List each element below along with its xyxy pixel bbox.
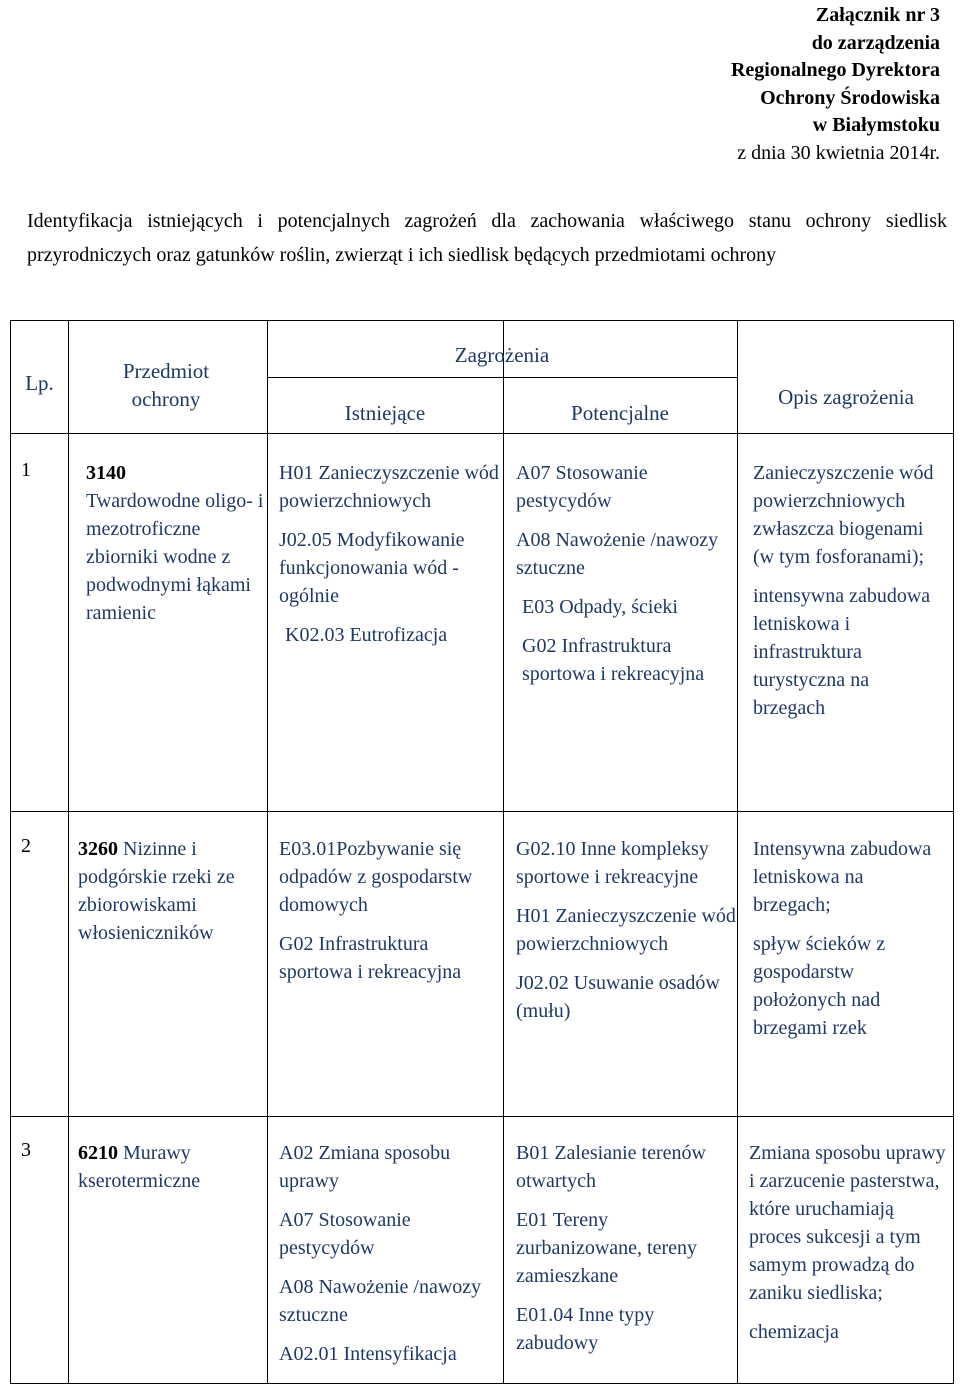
subject-cell	[78, 1139, 263, 1195]
annex-date: z dnia 30 kwietnia 2014r.	[737, 141, 940, 164]
existing-cell	[279, 1139, 501, 1368]
subject-cell	[86, 459, 266, 627]
habitat-name: Twardowodne oligo- i mezotroficzne zbiorniki wodne z podwodnymi łąkami ramienic	[86, 490, 264, 624]
threat-item: G02.10 Inne kompleksy sportowe i rekreacyjne	[516, 838, 709, 888]
threat-item: A08 Nawożenie /nawozy sztuczne	[516, 529, 719, 579]
threat-item: E03 Odpady, ścieki	[522, 596, 678, 618]
annex-line: Załącznik nr 3	[815, 4, 940, 26]
row-number: 3	[21, 1139, 31, 1161]
row-divider	[11, 433, 953, 434]
annex-line: w Białymstoku	[812, 114, 940, 136]
description-item: spływ ścieków z gospodarstw położonych nad brzegami rzek	[753, 933, 886, 1039]
annex-line: Regionalnego Dyrektora	[730, 59, 940, 81]
existing-cell	[279, 835, 499, 986]
threat-item: E01 Tereny zurbanizowane, tereny zamieszkane	[516, 1209, 698, 1287]
threat-item: K02.03 Eutrofizacja	[285, 624, 448, 646]
threat-item: E01.04 Inne typy zabudowy	[516, 1304, 655, 1354]
description-item: Zmiana sposobu uprawy i zarzucenie pasterstwa, które uruchamiają proces sukcesji a tym samym prowadzą do zaniku siedliska;	[749, 1142, 946, 1304]
document-title: Identyfikacja istniejących i potencjalnych zagrożeń dla zachowania właściwego stanu ochrony siedlisk przyrodniczych oraz gatunków roślin, zwierząt i ich siedlisk będących przedmiotami ochrony	[27, 210, 947, 266]
habitat-code: 3260	[78, 838, 118, 860]
row-divider	[267, 377, 737, 378]
threat-item: J02.02 Usuwanie osadów (mułu)	[516, 972, 720, 1022]
threat-item: E03.01Pozbywanie się odpadów z gospodarstw domowych	[279, 838, 473, 916]
description-cell	[753, 459, 943, 722]
column-divider	[503, 321, 504, 1383]
annex-header	[620, 2, 940, 167]
header-description: Opis zagrożenia	[778, 385, 914, 409]
description-cell	[749, 1139, 949, 1346]
description-item: Intensywna zabudowa letniskowa na brzegach;	[753, 838, 932, 916]
header-threats: Zagrożenia	[454, 343, 550, 367]
threat-item: A02.01 Intensyfikacja	[279, 1343, 457, 1365]
threat-item: A07 Stosowanie pestycydów	[516, 462, 648, 512]
threat-item: A08 Nawożenie /nawozy sztuczne	[279, 1276, 482, 1326]
column-divider	[267, 321, 268, 1383]
threat-item: H01 Zanieczyszczenie wód powierzchniowych	[516, 905, 736, 955]
description-item: intensywna zabudowa letniskowa i infrastruktura turystyczna na brzegach	[753, 585, 931, 719]
header-lp: Lp.	[25, 371, 54, 395]
row-divider	[11, 811, 953, 812]
threat-item: J02.05 Modyfikowanie funkcjonowania wód - ogólnie	[279, 529, 465, 607]
header-subject: Przedmiot ochrony	[122, 359, 210, 411]
threat-item: H01 Zanieczyszczenie wód powierzchniowych	[279, 462, 499, 512]
description-item: chemizacja	[749, 1321, 839, 1343]
description-cell	[753, 835, 943, 1042]
potential-cell	[516, 1139, 731, 1357]
subject-cell	[78, 835, 263, 947]
header-potential: Potencjalne	[571, 401, 669, 425]
threat-item: B01 Zalesianie terenów otwartych	[516, 1142, 706, 1192]
potential-cell	[516, 835, 736, 1025]
habitat-code: 3140	[86, 462, 126, 484]
column-divider	[737, 321, 738, 1383]
header-existing: Istniejące	[344, 401, 426, 425]
threat-item: A02 Zmiana sposobu uprawy	[279, 1142, 451, 1192]
row-number: 1	[21, 459, 31, 481]
habitat-name: Murawy kserotermiczne	[78, 1142, 201, 1192]
potential-cell	[516, 459, 731, 688]
description-item: Zanieczyszczenie wód powierzchniowych zwłaszcza biogenami (w tym fosforanami);	[753, 462, 934, 568]
habitat-code: 6210	[78, 1142, 118, 1164]
threats-table	[10, 320, 954, 1384]
existing-cell	[279, 459, 499, 649]
column-divider	[68, 321, 69, 1383]
row-divider	[11, 1116, 953, 1117]
threat-item: G02 Infrastruktura sportowa i rekreacyjna	[279, 933, 462, 983]
threat-item: A07 Stosowanie pestycydów	[279, 1209, 411, 1259]
annex-line: do zarządzenia	[811, 31, 940, 54]
habitat-name: Nizinne i podgórskie rzeki ze zbiorowiskami włosieniczników	[78, 838, 235, 944]
annex-line: Ochrony Środowiska	[760, 86, 940, 109]
threat-item: G02 Infrastruktura sportowa i rekreacyjna	[522, 635, 705, 685]
row-number: 2	[21, 835, 31, 857]
